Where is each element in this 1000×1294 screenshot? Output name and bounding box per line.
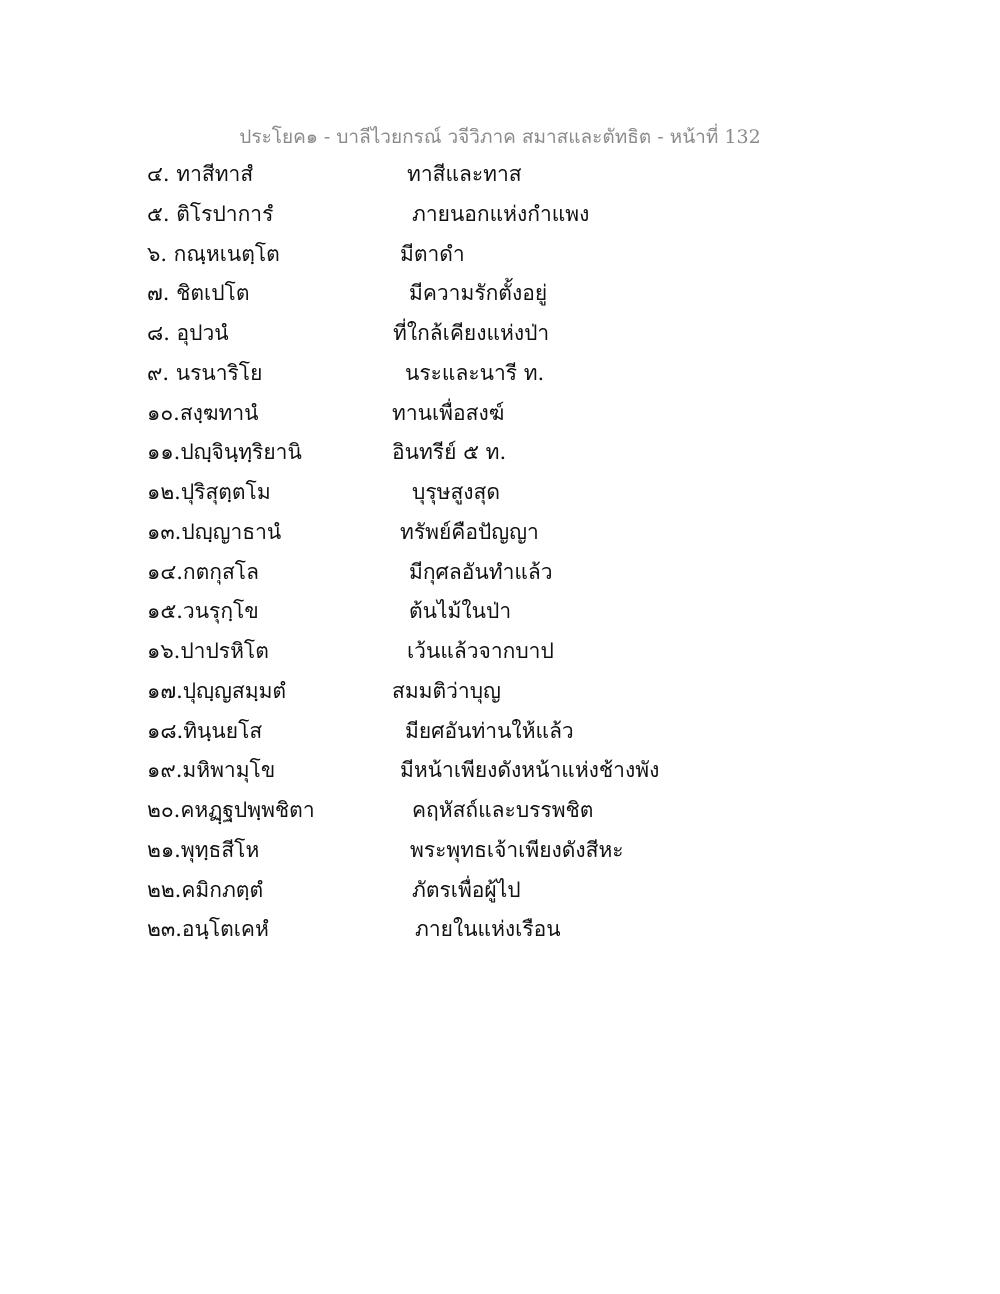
list-item: [147, 592, 847, 632]
pali-term: ๒๑.พุทฺธสีโห: [147, 837, 260, 862]
pali-term: ๑๓.ปญฺญาธานํ: [147, 519, 282, 544]
list-item: [147, 712, 847, 752]
thai-meaning: บุรุษสูงสุด: [412, 480, 500, 504]
list-item: [147, 871, 847, 911]
thai-meaning: นระและนารี ท.: [405, 360, 545, 385]
thai-meaning: มียศอันท่านให้แล้ว: [405, 718, 574, 743]
pali-term: ๑๔.กตกุสโล: [147, 559, 259, 584]
pali-term: ๑๖.ปาปรหิโต: [147, 639, 269, 663]
thai-meaning: มีกุศลอันทำแล้ว: [409, 559, 553, 584]
list-item: [147, 513, 847, 553]
list-item: [147, 274, 847, 314]
list-item: [147, 831, 847, 871]
list-item: [147, 235, 847, 275]
list-item: [147, 910, 847, 950]
thai-meaning: ทรัพย์คือปัญญา: [400, 519, 539, 544]
list-item: [147, 314, 847, 354]
thai-meaning: ต้นไม้ในป่า: [409, 599, 512, 624]
thai-meaning: ภายในแห่งเรือน: [415, 917, 561, 942]
thai-meaning: คฤหัสถ์และบรรพชิต: [412, 798, 594, 822]
pali-term: ๔. ทาสีทาสํ: [147, 162, 254, 186]
pali-term: ๒๒.คมิกภตฺตํ: [147, 877, 264, 902]
list-item: [147, 155, 847, 195]
thai-meaning: อินทรีย์ ๕ ท.: [392, 440, 507, 465]
pali-term: ๗. ชิตเปโต: [147, 281, 250, 306]
list-item: [147, 672, 847, 712]
thai-meaning: มีหน้าเพียงดังหน้าแห่งช้างพัง: [400, 758, 660, 783]
list-item: [147, 632, 847, 672]
thai-meaning: ทาสีและทาส: [407, 162, 522, 186]
pali-term: ๑๑.ปญฺจินฺทฺริยานิ: [147, 440, 302, 465]
pali-term: ๑๐.สงฺฆทานํ: [147, 400, 259, 425]
thai-meaning: ภายนอกแห่งกำแพง: [412, 201, 590, 226]
pali-term: ๘. อุปวนํ: [147, 321, 229, 345]
thai-meaning: เว้นแล้วจากบาป: [407, 639, 554, 663]
thai-meaning: พระพุทธเจ้าเพียงดังสีหะ: [410, 837, 624, 862]
pali-term: ๒๓.อนฺโตเคหํ: [147, 917, 269, 942]
pali-term: ๕. ติโรปาการํ: [147, 201, 274, 226]
pali-term: ๑๗.ปุญฺญสมฺมตํ: [147, 678, 287, 703]
list-item: [147, 433, 847, 473]
list-item: [147, 195, 847, 235]
pali-term: ๖. กณฺหเนตฺโต: [147, 241, 280, 266]
list-item: [147, 553, 847, 593]
list-item: [147, 354, 847, 394]
thai-meaning: มีความรักตั้งอยู่: [409, 281, 548, 306]
page-header: ประโยค๑ - บาลีไวยกรณ์ วจีวิภาค สมาสและตัทธิต - หน้าที่ 132: [239, 126, 761, 148]
list-item: [147, 751, 847, 791]
pali-term: ๑๕.วนรุกฺโข: [147, 599, 259, 624]
vocabulary-list: [147, 155, 847, 950]
list-item: [147, 394, 847, 434]
list-item: [147, 791, 847, 831]
list-item: [147, 473, 847, 513]
pali-term: ๙. นรนาริโย: [147, 360, 263, 385]
thai-meaning: ทานเพื่อสงฆ์: [392, 400, 505, 425]
pali-term: ๒๐.คหฏฺฐปพฺพชิตา: [147, 798, 315, 822]
thai-meaning: ภัตรเพื่อผู้ไป: [412, 877, 521, 902]
thai-meaning: ที่ใกล้เคียงแห่งป่า: [393, 321, 550, 345]
thai-meaning: สมมติว่าบุญ: [392, 678, 501, 703]
thai-meaning: มีตาดำ: [400, 241, 465, 266]
pali-term: ๑๒.ปุริสุตฺตโม: [147, 480, 271, 504]
pali-term: ๑๘.ทินฺนยโส: [147, 718, 263, 743]
pali-term: ๑๙.มหิพามุโข: [147, 758, 276, 783]
